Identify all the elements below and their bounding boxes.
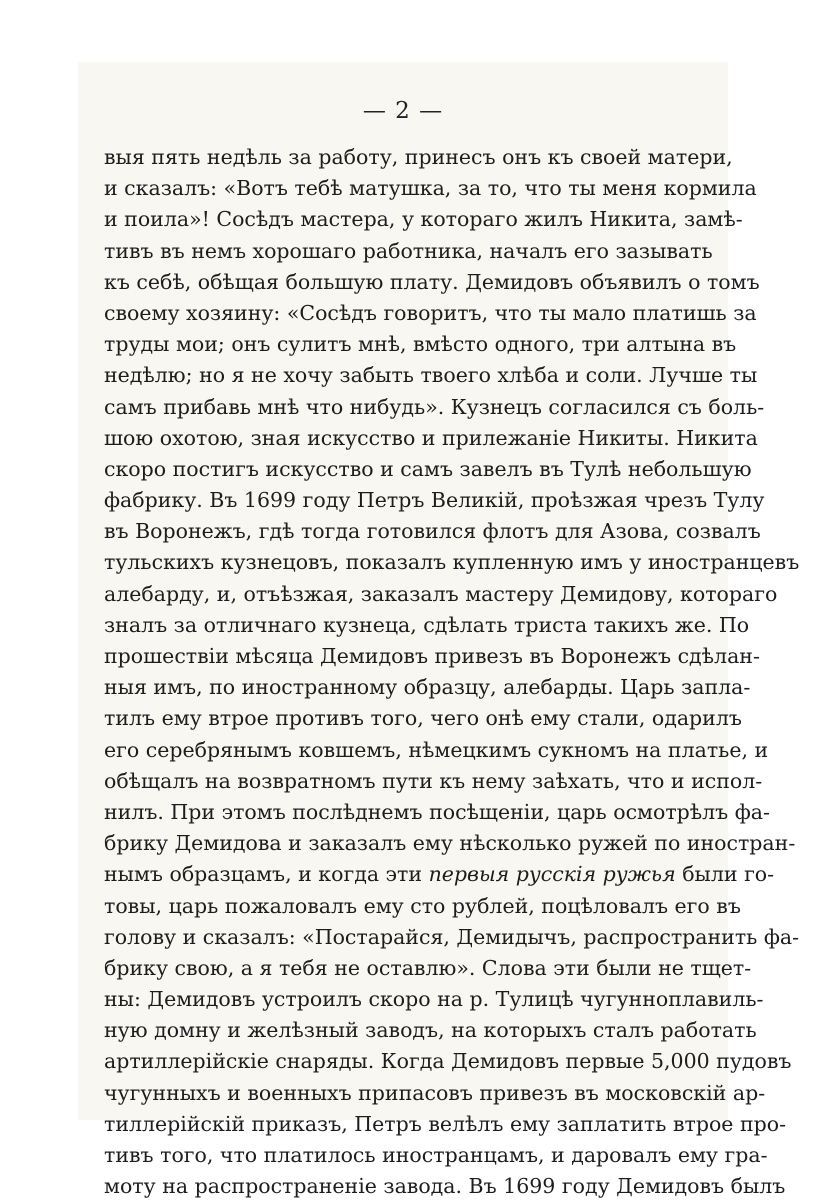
text-line: труды мои; онъ сулитъ мнѣ, вмѣсто одного, три алтына въ <box>104 332 737 357</box>
body-text <box>104 142 800 1202</box>
text-segment: нымъ образцамъ, и когда эти <box>104 862 423 887</box>
text-line: въ Воронежъ, гдѣ тогда готовился флотъ для Азова, созвалъ <box>104 519 761 544</box>
text-line: фабрику. Въ 1699 году Петръ Великій, проѣзжая чрезъ Тулу <box>104 488 765 513</box>
text-line: артиллерійскіе снаряды. Когда Демидовъ первые 5,000 пудовъ <box>104 1049 792 1074</box>
text-line: и сказалъ: «Вотъ тебѣ матушка, за то, что ты меня кормила <box>104 176 757 201</box>
text-line: прошествіи мѣсяца Демидовъ привезъ въ Воронежъ сдѣлан- <box>104 644 760 668</box>
text-line: тивъ въ немъ хорошаго работника, началъ его зазывать <box>104 238 713 263</box>
text-line: выя пять недѣль за работу, принесъ онъ къ своей матери, <box>104 145 733 169</box>
text-line: тивъ того, что платилось иностранцамъ, и даровалъ ему гра- <box>104 1143 768 1167</box>
text-line: тилъ ему втрое противъ того, чего онѣ ему стали, одарилъ <box>104 706 742 731</box>
text-line: къ себѣ, обѣщая большую плату. Демидовъ объявилъ о томъ <box>104 269 760 294</box>
text-line: нилъ. При этомъ послѣднемъ посѣщеніи, царь осмотрѣлъ фа- <box>104 799 770 824</box>
text-line: и поила»! Сосѣдъ мастера, у котораго жилъ Никита, замѣ- <box>104 207 743 232</box>
text-line: скоро постигъ искусство и самъ завелъ въ Тулѣ небольшую <box>104 456 752 481</box>
text-line: алебарду, и, отъѣзжая, заказалъ мастеру Демидову, котораго <box>104 581 778 606</box>
text-line: тиллерійскій приказъ, Петръ велѣлъ ему заплатить втрое про- <box>104 1111 787 1136</box>
text-line: его серебрянымъ ковшемъ, нѣмецкимъ сукномъ на платье, и <box>104 737 769 762</box>
text-line: ную домну и желѣзный заводъ, на которыхъ сталъ работать <box>104 1018 757 1043</box>
text-line: брику свою, а я тебя не оставлю». Слова эти были не тщет- <box>104 955 752 980</box>
text-line: самъ прибавь мнѣ что нибудь». Кузнецъ согласился съ боль- <box>104 394 765 419</box>
text-line: товы, царь пожаловалъ ему сто рублей, поцѣловалъ его въ <box>104 893 741 918</box>
text-line: тульскихъ кузнецовъ, показалъ купленную имъ у иностранцевъ <box>104 550 800 575</box>
text-line: зналъ за отличнаго кузнеца, сдѣлать триста такихъ же. По <box>104 612 750 637</box>
text-line: ныя имъ, по иностранному образцу, алебарды. Царь запла- <box>104 675 751 700</box>
page-number: — 2 — <box>362 98 444 124</box>
text-line: недѣлю; но я не хочу забыть твоего хлѣба и соли. Лучше ты <box>104 363 758 388</box>
text-line: своему хозяину: «Сосѣдъ говоритъ, что ты мало платишь за <box>104 300 757 325</box>
text-line: шою охотою, зная искусство и прилежаніе Никиты. Никита <box>104 425 758 450</box>
text-segment: были го- <box>682 862 775 887</box>
text-line: обѣщалъ на возвратномъ пути къ нему заѣхать, что и испол- <box>104 768 763 793</box>
text-line: голову и сказалъ: «Постарайся, Демидычъ, распространить фа- <box>104 924 800 949</box>
text-line: моту на распространеніе завода. Въ 1699 году Демидовъ былъ <box>104 1174 786 1199</box>
book-page <box>78 62 800 1199</box>
emphasized-phrase: первыя русскія ружья <box>428 862 676 887</box>
text-line: ны: Демидовъ устроилъ скоро на р. Тулицѣ чугунноплавиль- <box>104 987 764 1012</box>
text-line: брику Демидова и заказалъ ему нѣсколько ружей по иностран- <box>104 831 796 856</box>
text-line: чугунныхъ и военныхъ припасовъ привезъ въ московскій ар- <box>104 1080 766 1105</box>
text-line-with-emphasis <box>104 859 775 890</box>
